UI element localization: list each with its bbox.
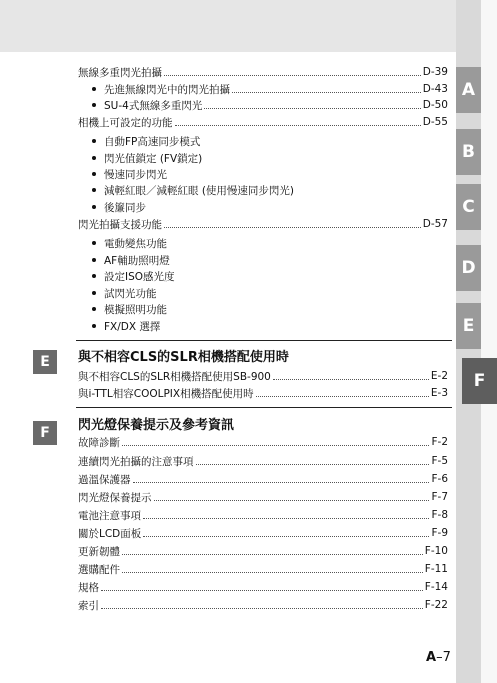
list-item-label: 設定ISO感光度	[104, 270, 175, 283]
section-badge-label: F	[40, 425, 50, 441]
leader-dots	[164, 74, 421, 76]
toc-entry[interactable]	[78, 114, 448, 130]
section-divider	[76, 340, 452, 341]
side-tab-label: B	[462, 142, 475, 162]
toc-entry[interactable]	[78, 64, 448, 80]
side-tab-d[interactable]	[456, 245, 481, 291]
toc-entry-label: 電池注意事項	[78, 509, 141, 522]
side-edge	[481, 0, 497, 683]
leader-dots	[204, 107, 420, 109]
list-item-label: AF輔助照明燈	[104, 254, 170, 267]
toc-entry[interactable]	[78, 543, 448, 559]
list-item-label: 後簾同步	[104, 201, 146, 214]
leader-dots	[133, 481, 430, 483]
bullet-icon	[92, 87, 96, 91]
bullet-icon	[92, 205, 96, 209]
toc-entry-page: F-8	[431, 509, 448, 521]
leader-dots	[232, 91, 421, 93]
list-item-label: 模擬照明功能	[104, 303, 167, 316]
leader-dots	[196, 463, 430, 465]
list-item	[92, 133, 200, 149]
toc-entry-page: F-6	[431, 473, 448, 485]
toc-entry[interactable]	[78, 216, 448, 232]
bullet-icon	[92, 188, 96, 192]
toc-entry-page: F-9	[431, 527, 448, 539]
toc-entry[interactable]	[78, 453, 448, 469]
bullet-icon	[92, 324, 96, 328]
list-item-label: FX/DX 選擇	[104, 320, 161, 333]
toc-entry[interactable]	[78, 561, 448, 577]
list-item-label: 自動FP高速同步模式	[104, 135, 201, 148]
toc-entry-label: 選購配件	[78, 563, 120, 576]
toc-entry-page: F-2	[431, 436, 448, 448]
bullet-icon	[92, 291, 96, 295]
bullet-icon	[92, 274, 96, 278]
header-band	[0, 0, 456, 52]
toc-entry-page: E-2	[430, 370, 448, 382]
toc-entry-label: 更新韌體	[78, 545, 120, 558]
toc-entry[interactable]	[78, 471, 448, 487]
toc-entry-page: F-22	[424, 599, 448, 611]
bullet-icon	[92, 156, 96, 160]
toc-entry-label: 關於LCD面板	[78, 527, 142, 540]
list-item-label: 試閃光功能	[104, 287, 157, 300]
side-tab-a[interactable]	[456, 67, 481, 113]
leader-dots	[143, 517, 429, 519]
toc-entry[interactable]	[78, 489, 448, 505]
toc-entry[interactable]	[78, 507, 448, 523]
leader-dots	[175, 124, 421, 126]
leader-dots	[143, 535, 429, 537]
page-number	[426, 650, 451, 665]
section-badge-e	[33, 350, 57, 374]
bullet-icon	[92, 258, 96, 262]
leader-dots	[101, 607, 423, 609]
section-badge-label: E	[40, 354, 50, 370]
toc-entry[interactable]	[92, 97, 448, 113]
list-item	[92, 285, 157, 301]
toc-entry-page: F-11	[424, 563, 448, 575]
toc-entry-page: D-50	[422, 99, 448, 111]
toc-entry-label: SU-4式無線多重閃光	[104, 99, 203, 112]
toc-entry-label: 故障診斷	[78, 436, 120, 449]
leader-dots	[122, 553, 423, 555]
list-item	[92, 235, 167, 251]
leader-dots	[154, 499, 430, 501]
leader-dots	[122, 571, 423, 573]
toc-entry-label: 無線多重閃光拍攝	[78, 66, 162, 79]
side-tab-e[interactable]	[456, 303, 481, 349]
toc-entry[interactable]	[78, 597, 448, 613]
side-tab-f[interactable]	[462, 358, 497, 404]
list-item	[92, 199, 146, 215]
list-item	[92, 182, 294, 198]
section-badge-f	[33, 421, 57, 445]
leader-dots	[122, 444, 429, 446]
toc-entry-label: 與不相容CLS的SLR相機搭配使用SB-900	[78, 370, 271, 383]
list-item-label: 慢速同步閃光	[104, 168, 167, 181]
leader-dots	[101, 589, 423, 591]
toc-entry-label: 閃光燈保養提示	[78, 491, 152, 504]
side-tab-c[interactable]	[456, 184, 481, 230]
list-item	[92, 268, 175, 284]
list-item	[92, 318, 160, 334]
toc-entry-page: D-39	[422, 66, 448, 78]
toc-entry[interactable]	[78, 385, 448, 401]
leader-dots	[273, 378, 429, 380]
bullet-icon	[92, 139, 96, 143]
list-item	[92, 301, 167, 317]
toc-entry[interactable]	[78, 525, 448, 541]
toc-entry-page: F-5	[431, 455, 448, 467]
side-tab-label: A	[461, 80, 476, 100]
side-tab-label: F	[473, 371, 486, 391]
side-tab-label: D	[461, 258, 476, 278]
toc-entry-label: 規格	[78, 581, 99, 594]
toc-entry-label: 連續閃光拍攝的注意事項	[78, 455, 194, 468]
section-title-e: 與不相容CLS的SLR相機搭配使用時	[78, 350, 289, 365]
page-number-prefix: A	[426, 650, 437, 665]
bullet-icon	[92, 103, 96, 107]
side-tab-label: E	[462, 316, 475, 336]
toc-entry-page: F-7	[431, 491, 448, 503]
list-item	[92, 150, 202, 166]
list-item-label: 電動變焦功能	[104, 237, 167, 250]
bullet-icon	[92, 241, 96, 245]
toc-entry-label: 過溫保護器	[78, 473, 131, 486]
toc-entry[interactable]	[78, 579, 448, 595]
section-divider	[76, 407, 452, 408]
side-tab-b[interactable]	[456, 129, 481, 175]
leader-dots	[164, 226, 421, 228]
page-number-suffix: –7	[436, 650, 451, 665]
bullet-icon	[92, 172, 96, 176]
section-title-f: 閃光燈保養提示及參考資訊	[78, 418, 235, 433]
toc-entry-page: D-57	[422, 218, 448, 230]
leader-dots	[256, 395, 429, 397]
toc-entry-label: 閃光拍攝支援功能	[78, 218, 162, 231]
toc-entry-page: F-14	[424, 581, 448, 593]
bullet-icon	[92, 307, 96, 311]
side-tab-label: C	[462, 197, 475, 217]
toc-entry-page: E-3	[430, 387, 448, 399]
toc-entry-page: F-10	[424, 545, 448, 557]
toc-entry-label: 相機上可設定的功能	[78, 116, 173, 129]
list-item-label: 減輕紅眼／減輕紅眼 (使用慢速同步閃光)	[104, 184, 295, 197]
list-item	[92, 166, 167, 182]
toc-entry[interactable]	[78, 434, 448, 450]
toc-entry-label: 先進無線閃光中的閃光拍攝	[104, 83, 230, 96]
toc-entry[interactable]	[92, 81, 448, 97]
toc-entry-page: D-43	[422, 83, 448, 95]
list-item	[92, 252, 170, 268]
toc-entry[interactable]	[78, 368, 448, 384]
toc-entry-label: 索引	[78, 599, 99, 612]
toc-entry-page: D-55	[422, 116, 448, 128]
list-item-label: 閃光值鎖定 (FV鎖定)	[104, 152, 203, 165]
toc-entry-label: 與i-TTL相容COOLPIX相機搭配使用時	[78, 387, 254, 400]
